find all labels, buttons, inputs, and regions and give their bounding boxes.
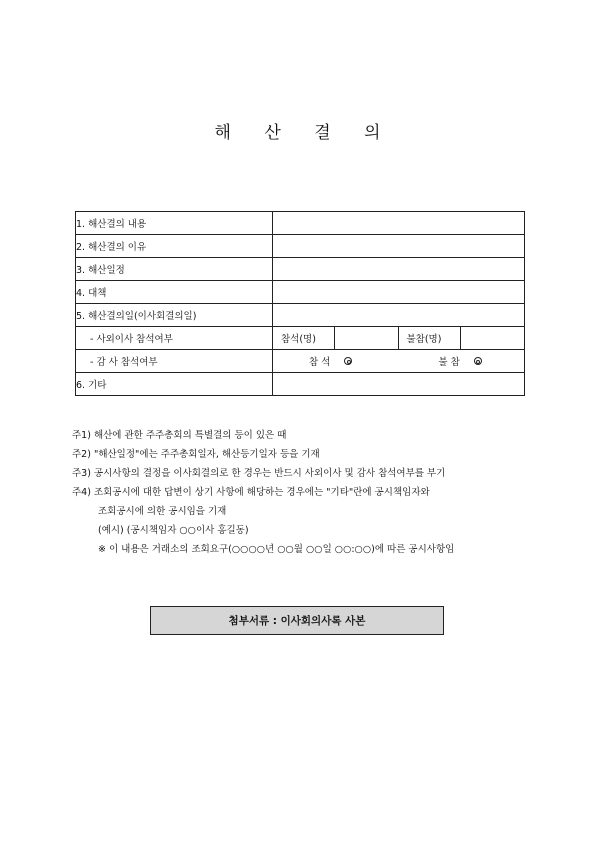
auditor-absent-label: 불 참 xyxy=(438,357,460,368)
attend-count-label: 참석(명) xyxy=(281,334,316,345)
note-3: 주3) 공시사항의 결정을 이사회결의로 한 경우는 반드시 사외이사 및 감사 참석여부를 부기 xyxy=(72,468,446,479)
row-value-resolution-date[interactable] xyxy=(273,304,525,327)
table-row xyxy=(76,373,525,396)
row-value-auditor xyxy=(273,350,525,373)
note-2: 주2) "해산일정"에는 주주총회일자, 해산등기일자 등을 기재 xyxy=(72,449,320,460)
row-value-measures[interactable] xyxy=(273,281,525,304)
row-label-auditor: - 감 사 참석여부 xyxy=(76,350,273,373)
row-label-measures: 4. 대책 xyxy=(76,281,273,304)
attachment-label: 첨부서류 : 이사회의사록 사본 xyxy=(228,615,366,627)
absent-count-field[interactable] xyxy=(460,327,524,349)
table-row xyxy=(76,304,525,327)
row-label-reason: 2. 해산결의 이유 xyxy=(76,235,273,258)
absent-count-label: 불참(명) xyxy=(398,327,461,349)
absent-check-icon[interactable] xyxy=(474,357,482,365)
note-4: 주4) 조회공시에 대한 답변이 상기 사항에 해당하는 경우에는 "기타"란에 공시책임자와 xyxy=(72,487,430,498)
auditor-attend-label: 참 석 xyxy=(309,357,331,368)
row-value-other[interactable] xyxy=(273,373,525,396)
row-label-other: 6. 기타 xyxy=(76,373,273,396)
row-value-reason[interactable] xyxy=(273,235,525,258)
row-value-schedule[interactable] xyxy=(273,258,525,281)
attachment-box xyxy=(150,606,444,635)
note-1: 주1) 해산에 관한 주주총회의 특별결의 등이 있은 때 xyxy=(72,430,287,441)
attend-check-icon[interactable] xyxy=(344,357,352,365)
table-row xyxy=(76,281,525,304)
notes-section xyxy=(72,426,542,559)
row-label-resolution-date: 5. 해산결의일(이사회결의일) xyxy=(76,304,273,327)
row-label-content: 1. 해산결의 내용 xyxy=(76,212,273,235)
resolution-table xyxy=(75,211,525,396)
document-title: 해 산 결 의 xyxy=(214,123,395,143)
row-value-outside-director xyxy=(273,327,525,350)
table-row xyxy=(76,258,525,281)
table-row xyxy=(76,350,525,373)
note-reference: ※ 이 내용은 거래소의 조회요구(○○○○년 ○○월 ○○일 ○○:○○)에 따른 공시사항임 xyxy=(98,544,455,555)
note-4-continued: 조회공시에 의한 공시임을 기재 xyxy=(98,506,227,517)
table-row xyxy=(76,212,525,235)
row-label-outside-director: - 사외이사 참석여부 xyxy=(76,327,273,350)
table-row xyxy=(76,235,525,258)
table-row xyxy=(76,327,525,350)
row-value-content[interactable] xyxy=(273,212,525,235)
row-label-schedule: 3. 해산일정 xyxy=(76,258,273,281)
attend-count-field[interactable] xyxy=(334,327,398,349)
note-example: (예시) (공시책임자 ○○이사 홍길동) xyxy=(98,525,249,536)
